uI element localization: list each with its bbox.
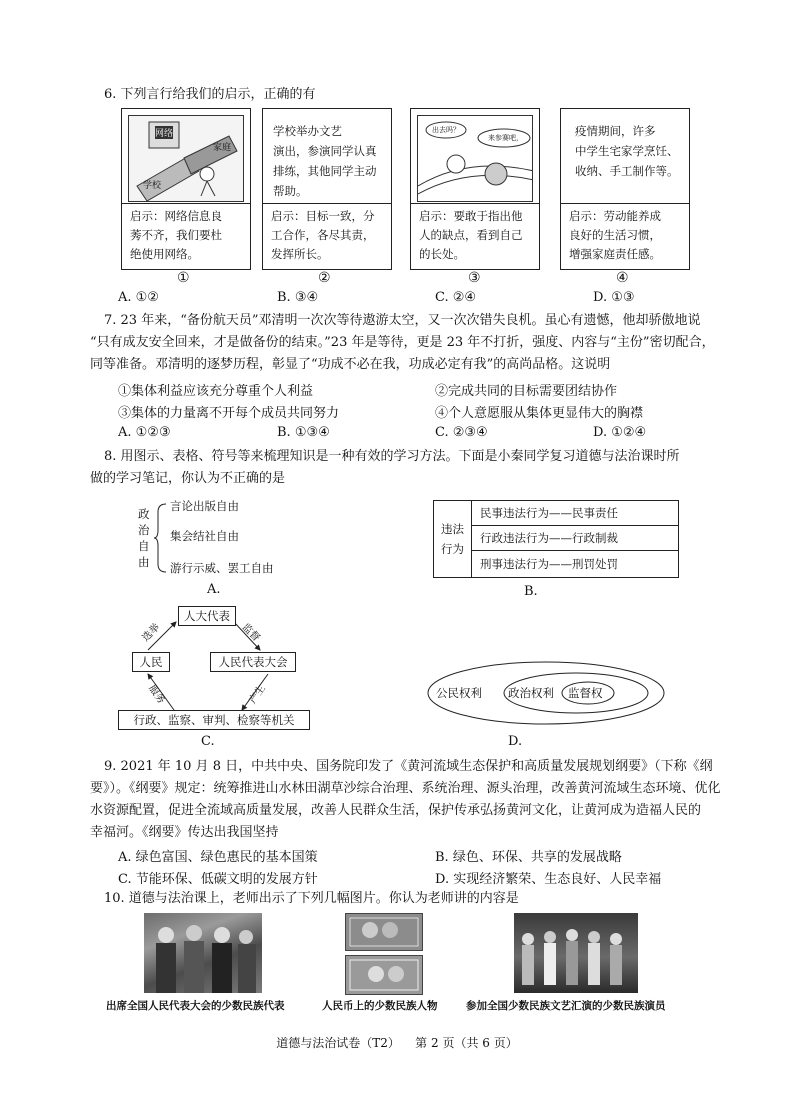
q9-option-d[interactable]: D. 实现经济繁荣、生态良好、人民幸福 — [435, 872, 662, 887]
head-line: 违法 — [441, 522, 464, 536]
q8-diagram-a — [134, 498, 294, 578]
photo-deputies — [144, 913, 262, 993]
diagram-a-item-1: 言论出版自由 — [170, 499, 239, 513]
diagram-c-top: 人大代表 — [178, 606, 236, 626]
photo-banknote-2 — [345, 955, 423, 995]
q6-panel-1 — [121, 108, 251, 270]
tag-network: 网络 — [155, 126, 173, 139]
q9-stem-line-3: 水资源配置，促进全流域高质量发展，改善人民群众生活，保护传承弘扬黄河文化，让黄河成为造福人民的 — [90, 803, 702, 818]
q7-option-d[interactable]: D. ①②④ — [593, 425, 647, 440]
table-b-head — [434, 501, 472, 577]
q7-option-a[interactable]: A. ①②③ — [118, 425, 171, 440]
q7-item-3: ③集体的力量离不开每个成员共同努力 — [118, 406, 340, 421]
q10-stem: 10. 道德与法治课上，老师出示了下列几幅图片。你认为老师讲的内容是 — [104, 891, 519, 906]
q6-panel-4-caption: 启示：劳动能养成 良好的生活习惯， 增强家庭责任感。 — [569, 209, 661, 261]
q10-caption-2: 人民币上的少数民族人物 — [322, 1000, 438, 1012]
q6-panel-2 — [262, 108, 392, 270]
photo-banknote-1 — [345, 913, 423, 951]
diagram-c-left: 人民 — [132, 652, 170, 672]
q7-stem-line-3: 同等准备。邓清明的逐梦历程，彰显了“功成不必在我，功成必定有我”的高尚品格。这说明 — [90, 357, 611, 372]
arrow-label-elect: 选举 — [140, 621, 163, 644]
q8-stem-line-1: 8. 用图示、表格、符号等来梳理知识是一种有效的学习方法。下面是小秦同学复习道德与法治课时所 — [104, 449, 680, 464]
page-footer: 道德与法治试卷（T2） 第 2 页（共 6 页） — [276, 1036, 518, 1050]
q8-label-d[interactable]: D. — [508, 734, 523, 749]
diagram-a-head — [138, 506, 152, 570]
q8-label-b[interactable]: B. — [524, 584, 538, 599]
q6-label-2: ② — [318, 270, 331, 286]
q6-panel-3 — [410, 108, 540, 270]
q9-option-b[interactable]: B. 绿色、环保、共享的发展战略 — [435, 850, 622, 865]
diagram-d-middle: 政治权利 — [508, 686, 554, 700]
q8-label-c[interactable]: C. — [201, 734, 215, 749]
q7-item-2: ②完成共同的目标需要团结协作 — [435, 384, 618, 399]
q6-panel-2-caption: 启示：目标一致，分 工合作，各尽其责， 发挥所长。 — [271, 209, 375, 261]
head-char: 由 — [138, 555, 150, 569]
tag-school: 学校 — [143, 181, 162, 191]
q8-diagram-d — [426, 660, 666, 726]
q7-item-4: ④个人意愿服从集体更显伟大的胸襟 — [435, 406, 644, 421]
panel-divider — [411, 203, 539, 204]
q6-label-1: ① — [177, 270, 190, 286]
diagram-d-inner: 监督权 — [568, 686, 603, 700]
diagram-a-item-3: 游行示威、罢工自由 — [170, 561, 274, 575]
q6-option-c[interactable]: C. ②④ — [435, 290, 477, 305]
panel-divider — [263, 203, 391, 204]
arrow-label-produce: 产生 — [247, 683, 268, 706]
q8-diagram-c — [118, 602, 318, 730]
q6-panel-4-text: 疫情期间，许多 中学生宅家学烹饪、 收纳、手工制作等。 — [575, 124, 679, 178]
q6-panel-1-caption: 启示：网络信息良 莠不齐，我们要杜 绝使用网络。 — [130, 209, 222, 261]
q7-option-b[interactable]: B. ①③④ — [277, 425, 330, 440]
head-line: 行为 — [441, 542, 464, 556]
q6-option-b[interactable]: B. ③④ — [277, 290, 319, 305]
cartoon-image-3 — [417, 115, 533, 202]
diagram-d-outer: 公民权利 — [436, 686, 482, 700]
q8-label-a[interactable]: A. — [207, 582, 221, 597]
diagram-a-item-2: 集会结社自由 — [170, 529, 239, 543]
panel-divider — [122, 203, 250, 204]
q6-panel-2-text: 学校举办文艺 演出，参演同学认真 排练，其他同学主动 帮助。 — [273, 124, 377, 198]
q7-item-1: ①集体利益应该充分尊重个人利益 — [118, 384, 314, 399]
q6-stem: 6. 下列言行给我们的启示，正确的有 — [104, 87, 316, 102]
head-char: 政 — [138, 507, 150, 521]
q6-panel-4 — [560, 108, 690, 270]
head-char: 自 — [138, 539, 150, 553]
arrow-label-supervise: 监督 — [239, 621, 262, 644]
head-char: 治 — [138, 523, 150, 537]
q6-option-a[interactable]: A. ①② — [118, 290, 159, 305]
speech-bubble-1: 出去吗？ — [432, 126, 460, 134]
q6-label-4: ④ — [616, 270, 629, 286]
table-b-row-2: 行政违法行为——行政制裁 — [472, 526, 678, 551]
speech-bubble-2: 来参赛吧， — [488, 134, 523, 142]
cartoon-image-1 — [128, 115, 244, 202]
tag-family: 家庭 — [213, 143, 232, 153]
q9-stem-line-1: 9. 2021 年 10 月 8 日，中共中央、国务院印发了《黄河流域生态保护和高质量发展规划纲要》（下称《纲 — [104, 759, 713, 774]
q10-caption-3: 参加全国少数民族文艺汇演的少数民族演员 — [466, 1000, 666, 1012]
q10-caption-1: 出席全国人民代表大会的少数民族代表 — [106, 1000, 285, 1012]
q7-stem-line-2: “只有成友安全回来，才是做备份的结束。”23 年是等待，更是 23 年不打折，强度、内容与“主份”密切配合， — [90, 335, 715, 350]
q7-stem-line-1: 7. 23 年来，“备份航天员”邓清明一次次等待遨游太空，又一次次错失良机。虽心有遗憾，他却骄傲地说 — [104, 313, 701, 328]
q7-option-c[interactable]: C. ②③④ — [435, 425, 488, 440]
q9-stem-line-2: 要》）。《纲要》规定：统筹推进山水林田湖草沙综合治理、系统治理、源头治理，改善黄河流域生态环境、优化 — [90, 781, 721, 796]
q9-stem-line-4: 幸福河。《纲要》传达出我国坚持 — [90, 825, 279, 840]
q8-table-b — [433, 500, 679, 578]
q9-option-a[interactable]: A. 绿色富国、绿色惠民的基本国策 — [118, 850, 318, 865]
q6-panel-3-caption: 启示：要敢于指出他 人的缺点，看到自己 的长处。 — [419, 209, 523, 261]
q6-option-d[interactable]: D. ①③ — [593, 290, 635, 305]
q8-stem-line-2: 做的学习笔记，你认为不正确的是 — [90, 471, 286, 486]
panel-divider — [561, 203, 689, 204]
table-b-row-3: 刑事违法行为——刑罚处罚 — [480, 557, 618, 571]
diagram-c-bottom: 行政、监察、审判、检察等机关 — [118, 710, 310, 730]
photo-performers — [514, 913, 638, 993]
q9-option-c[interactable]: C. 节能环保、低碳文明的发展方针 — [118, 872, 318, 887]
diagram-c-right: 人民代表大会 — [210, 652, 296, 672]
q6-label-3: ③ — [468, 270, 481, 286]
arrow-label-serve: 服务 — [146, 683, 167, 706]
table-b-row-1: 民事违法行为——民事责任 — [472, 501, 678, 526]
